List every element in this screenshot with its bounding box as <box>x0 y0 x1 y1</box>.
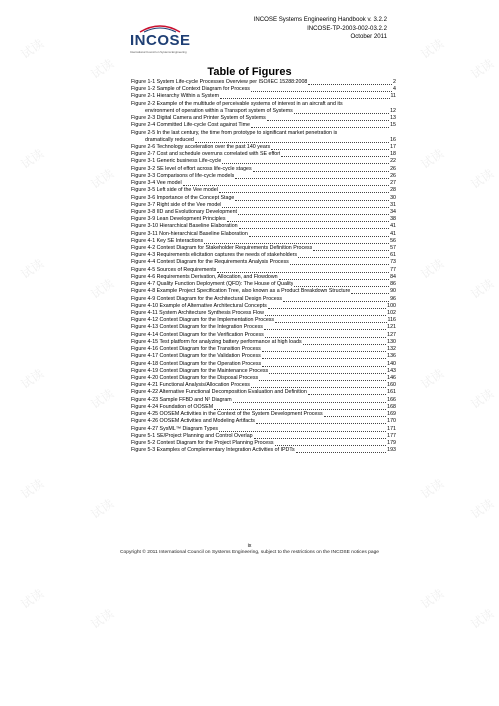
watermark-text: 试读 <box>418 586 447 612</box>
toc-entry[interactable] <box>131 238 396 245</box>
toc-entry[interactable] <box>131 137 396 144</box>
toc-entry-title: Figure 4-12 Context Diagram for the Implementation Process <box>131 317 275 324</box>
toc-entry-title: Figure 3-6 Importance of the Concept Stage <box>131 194 235 201</box>
toc-dot-leader <box>195 137 389 143</box>
toc-dot-leader <box>283 296 389 302</box>
table-of-figures <box>131 79 396 454</box>
toc-dot-leader <box>238 209 389 215</box>
watermark-text: 试读 <box>18 146 47 172</box>
document-header <box>254 16 387 42</box>
toc-entry-title: Figure 2-6 Technology acceleration over the past 140 years <box>131 143 271 150</box>
toc-dot-leader <box>269 368 386 374</box>
toc-entry[interactable] <box>131 173 396 180</box>
toc-entry-page: 100 <box>387 302 396 309</box>
logo-subtitle: International Council on Systems Engineering <box>130 50 187 54</box>
toc-entry-title: Figure 3-8 IID and Evolutionary Development <box>131 208 237 215</box>
watermark-text: 试读 <box>418 476 447 502</box>
toc-entry-page: 132 <box>387 346 396 353</box>
toc-entry[interactable] <box>131 281 396 288</box>
toc-dot-leader <box>222 202 389 208</box>
toc-entry-page: 15 <box>390 122 396 129</box>
toc-entry[interactable] <box>131 187 396 194</box>
toc-dot-leader <box>262 346 386 352</box>
toc-entry-title: Figure 4-26 OOSEM Activities and Modeling Artifacts <box>131 418 255 425</box>
toc-entry[interactable] <box>131 223 396 230</box>
toc-entry[interactable] <box>131 440 396 447</box>
toc-entry-page: 77 <box>390 266 396 273</box>
toc-entry[interactable] <box>131 259 396 266</box>
watermark-text: 试读 <box>468 56 497 82</box>
toc-dot-leader <box>267 115 389 121</box>
toc-entry[interactable] <box>131 144 396 151</box>
toc-dot-leader <box>227 216 390 222</box>
toc-dot-leader <box>265 310 386 316</box>
toc-entry-page: 116 <box>387 317 396 324</box>
watermark-text: 试读 <box>88 386 117 412</box>
toc-entry-page: 41 <box>390 230 396 237</box>
toc-entry-page: 26 <box>390 165 396 172</box>
toc-entry[interactable] <box>131 115 396 122</box>
toc-entry[interactable] <box>131 310 396 317</box>
toc-entry-page: 57 <box>390 245 396 252</box>
toc-dot-leader <box>259 375 386 381</box>
toc-entry[interactable] <box>131 93 396 100</box>
toc-entry-page: 11 <box>390 93 396 100</box>
toc-entry-page: 96 <box>390 295 396 302</box>
toc-entry-title: Figure 4-20 Context Diagram for the Disposal Process <box>131 374 259 381</box>
toc-entry-title: Figure 4-21 Functional Analysis/Allocation Process <box>131 382 250 389</box>
toc-entry-title: Figure 2-1 Hierarchy Within a System <box>131 93 220 100</box>
toc-entry-title: Figure 4-16 Context Diagram for the Transition Process <box>131 346 261 353</box>
toc-entry-title: Figure 4-3 Requirements elicitation captures the needs of stakeholders <box>131 252 298 259</box>
toc-entry-title: Figure 3-10 Hierarchical Baseline Elaboration <box>131 223 238 230</box>
toc-entry[interactable] <box>131 209 396 216</box>
toc-entry-page: 161 <box>387 389 396 396</box>
watermark-text: 试读 <box>468 386 497 412</box>
toc-entry-title: Figure 4-15 Test platform for analyzing battery performance at high loads <box>131 338 302 345</box>
watermark-text: 试读 <box>418 36 447 62</box>
toc-entry[interactable] <box>131 202 396 209</box>
page-number: ix <box>247 543 252 549</box>
toc-entry-title: Figure 3-1 Generic business Life-cycle <box>131 158 222 165</box>
toc-entry-page: 166 <box>387 396 396 403</box>
toc-entry[interactable] <box>131 346 396 353</box>
toc-entry[interactable] <box>131 375 396 382</box>
toc-dot-leader <box>290 259 389 265</box>
toc-entry-title: Figure 2-5 In the last century, the time from prototype to significant market penetration is <box>131 129 338 136</box>
toc-entry-title: Figure 2-3 Digital Camera and Printer System of Systems <box>131 115 266 122</box>
toc-entry[interactable] <box>131 426 396 433</box>
toc-entry-page: 160 <box>387 382 396 389</box>
toc-dot-leader <box>264 324 386 330</box>
toc-entry-page: 86 <box>390 281 396 288</box>
toc-dot-leader <box>251 122 389 128</box>
toc-entry[interactable] <box>131 404 396 411</box>
toc-entry[interactable] <box>131 389 396 396</box>
toc-entry-page: 177 <box>387 432 396 439</box>
toc-entry-page: 168 <box>387 403 396 410</box>
toc-entry-page: 130 <box>387 338 396 345</box>
toc-dot-leader <box>344 101 395 106</box>
toc-entry-page: 28 <box>390 187 396 194</box>
toc-dot-leader <box>251 382 386 388</box>
toc-entry-title: Figure 5-1 SE/Project Planning and Control Overlap <box>131 432 253 439</box>
toc-entry-title: Figure 4-11 System Architecture Synthesis Process Flow <box>131 310 264 316</box>
toc-entry[interactable] <box>131 166 396 173</box>
toc-entry[interactable] <box>131 397 396 404</box>
toc-entry-title: Figure 4-14 Context Diagram for the Verification Process <box>131 331 264 338</box>
toc-entry-title: Figure 4-23 Sample FFBD and N² Diagram <box>131 396 232 403</box>
toc-entry[interactable] <box>131 216 396 223</box>
watermark-text: 试读 <box>88 276 117 302</box>
toc-entry[interactable] <box>131 361 396 368</box>
watermark-text: 试读 <box>18 366 47 392</box>
toc-entry-page: 170 <box>387 418 396 425</box>
toc-entry-page: 121 <box>387 324 396 331</box>
logo-text: INCOSE <box>130 32 191 49</box>
toc-entry[interactable] <box>131 447 396 454</box>
toc-entry-page: 193 <box>387 447 396 454</box>
toc-dot-leader <box>294 108 389 114</box>
toc-entry-title: Figure 3-7 Right side of the Vee model <box>131 201 222 208</box>
watermark-text: 试读 <box>88 166 117 192</box>
toc-entry-page: 41 <box>390 223 396 230</box>
toc-entry[interactable] <box>131 288 396 295</box>
toc-entry-title: Figure 3-5 Left side of the Vee model <box>131 187 218 194</box>
toc-dot-leader <box>217 267 389 273</box>
toc-entry[interactable] <box>131 324 396 331</box>
toc-entry[interactable] <box>131 158 396 165</box>
toc-entry-title: dramatically reduced <box>145 136 194 143</box>
watermark-text: 试读 <box>468 606 497 632</box>
toc-entry-title: Figure 3-3 Comparisons of life-cycle models <box>131 172 235 179</box>
toc-entry-page: 169 <box>387 411 396 418</box>
watermark-text: 试读 <box>18 476 47 502</box>
toc-entry-page: 34 <box>390 208 396 215</box>
toc-entry-title: Figure 4-19 Context Diagram for the Maintenance Process <box>131 367 269 374</box>
toc-entry[interactable] <box>131 122 396 129</box>
toc-entry[interactable] <box>131 130 396 137</box>
toc-entry-page: 30 <box>390 194 396 201</box>
watermark-text: 试读 <box>18 256 47 282</box>
toc-entry-title: Figure 4-4 Context Diagram for the Requirements Analysis Process <box>131 259 289 266</box>
toc-entry-page: 38 <box>390 216 396 223</box>
toc-dot-leader <box>204 238 389 244</box>
toc-entry-title: Figure 4-18 Context Diagram for the Operation Process <box>131 360 262 367</box>
toc-entry-title: environment of operation within a Transport system of Systems <box>145 107 293 114</box>
toc-entry[interactable] <box>131 274 396 281</box>
toc-entry-page: 27 <box>390 180 396 187</box>
toc-entry-page: 26 <box>390 172 396 179</box>
toc-entry-page: 143 <box>387 367 396 374</box>
toc-entry[interactable] <box>131 368 396 375</box>
toc-entry[interactable] <box>131 433 396 440</box>
toc-entry[interactable] <box>131 418 396 425</box>
toc-entry-title: Figure 2-4 Committed Life-cycle Cost against Time <box>131 122 250 129</box>
toc-entry-page: 2 <box>393 79 396 85</box>
toc-dot-leader <box>313 245 389 251</box>
toc-dot-leader <box>268 303 386 309</box>
toc-entry-title: Figure 4-10 Example of Alternative Architectural Concepts <box>131 302 267 309</box>
toc-dot-leader <box>239 223 390 229</box>
toc-entry[interactable] <box>131 180 396 187</box>
toc-entry-title: Figure 3-2 SE level of effort across life-cycle stages <box>131 165 252 172</box>
page-title: Table of Figures <box>207 66 292 78</box>
toc-entry-title: Figure 3-4 Vee model <box>131 180 182 187</box>
toc-dot-leader <box>324 411 387 417</box>
watermark-text: 试读 <box>468 496 497 522</box>
toc-entry[interactable] <box>131 86 396 93</box>
toc-entry[interactable] <box>131 108 396 115</box>
toc-dot-leader <box>251 86 392 92</box>
toc-entry-page: 16 <box>390 136 396 143</box>
watermark-text: 试读 <box>88 496 117 522</box>
toc-entry[interactable] <box>131 231 396 238</box>
toc-dot-leader <box>235 173 389 179</box>
toc-entry-title: Figure 1-1 System Life-cycle Processes Overview per ISO/IEC 15288:2008 <box>131 79 308 85</box>
toc-entry-title: Figure 4-2 Context Diagram for Stakeholder Requirements Definition Process <box>131 245 313 252</box>
toc-entry-page: 4 <box>393 86 396 93</box>
toc-dot-leader <box>351 288 389 294</box>
watermark-text: 试读 <box>468 276 497 302</box>
toc-entry-title: Figure 4-27 SysML™ Diagram Types <box>131 425 219 432</box>
header-line-date: October 2011 <box>350 33 387 41</box>
toc-dot-leader <box>220 93 389 99</box>
toc-entry[interactable] <box>131 303 396 310</box>
toc-entry[interactable] <box>131 382 396 389</box>
toc-dot-leader <box>214 404 386 410</box>
toc-entry-page: 146 <box>387 374 396 381</box>
watermark-text: 试读 <box>418 366 447 392</box>
toc-dot-leader <box>303 339 386 345</box>
toc-entry-page: 56 <box>390 237 396 244</box>
toc-entry-title: Figure 4-7 Quality Function Deployment (QFD): The House of Quality <box>131 281 294 288</box>
watermark-text: 试读 <box>418 256 447 282</box>
toc-dot-leader <box>298 252 389 258</box>
toc-entry[interactable] <box>131 245 396 252</box>
toc-entry-page: 18 <box>390 151 396 158</box>
toc-entry-page: 136 <box>387 353 396 360</box>
toc-entry-title: Figure 4-22 Alternative Functional Decomposition Evaluation and Definition <box>131 389 307 396</box>
toc-entry[interactable] <box>131 79 396 86</box>
watermark-text: 试读 <box>88 606 117 632</box>
toc-entry[interactable] <box>131 411 396 418</box>
toc-entry-page: 140 <box>387 360 396 367</box>
toc-entry-title: Figure 1-2 Sample of Context Diagram for Process <box>131 86 250 93</box>
toc-entry-page: 102 <box>387 310 396 316</box>
header-line-handbook: INCOSE Systems Engineering Handbook v. 3.2.2 <box>253 16 387 23</box>
toc-dot-leader <box>296 447 386 453</box>
toc-dot-leader <box>183 180 389 186</box>
toc-entry-title: Figure 5-2 Context Diagram for the Project Planning Process <box>131 439 274 446</box>
toc-entry-title: Figure 4-9 Context Diagram for the Architectural Design Process <box>131 295 283 302</box>
toc-entry-page: 73 <box>390 259 396 266</box>
toc-entry-page: 179 <box>387 439 396 446</box>
toc-entry-page: 17 <box>390 143 396 150</box>
toc-dot-leader <box>219 187 389 193</box>
toc-entry-page: 13 <box>390 115 396 122</box>
toc-entry-title: Figure 2-7 Cost and schedule overruns correlated with SE effort <box>131 151 281 158</box>
toc-entry-title: Figure 4-13 Context Diagram for the Integration Process <box>131 324 263 331</box>
toc-entry-title: Figure 4-24 Foundation of OOSEM <box>131 403 214 410</box>
toc-dot-leader <box>253 166 389 172</box>
toc-dot-leader <box>222 158 389 164</box>
watermark-text: 试读 <box>88 56 117 82</box>
toc-entry[interactable] <box>131 332 396 339</box>
toc-entry-page: 171 <box>387 425 396 432</box>
toc-entry-title: Figure 4-17 Context Diagram for the Validation Process <box>131 353 261 360</box>
toc-dot-leader <box>254 433 387 439</box>
watermark-text: 试读 <box>418 146 447 172</box>
toc-entry-page: 84 <box>390 273 396 280</box>
toc-entry-title: Figure 4-5 Sources of Requirements <box>131 266 217 273</box>
toc-dot-leader <box>308 79 392 85</box>
toc-entry-title: Figure 4-1 Key SE Interactions <box>131 237 204 244</box>
toc-dot-leader <box>279 274 389 280</box>
toc-entry[interactable] <box>131 353 396 360</box>
toc-dot-leader <box>249 231 389 237</box>
toc-entry-title: Figure 4-25 OOSEM Activities in the Context of the System Development Process <box>131 411 323 418</box>
toc-entry-title: Figure 5-3 Examples of Complementary Integration Activities of IPDTs <box>131 447 295 454</box>
toc-entry-page: 90 <box>390 288 396 295</box>
toc-entry[interactable] <box>131 151 396 158</box>
toc-entry[interactable] <box>131 101 396 108</box>
toc-entry[interactable] <box>131 296 396 303</box>
watermark-text: 试读 <box>468 166 497 192</box>
toc-entry[interactable] <box>131 195 396 202</box>
toc-entry-title: Figure 4-8 Example Project Specification Tree, also known as a Product Breakdown Structure <box>131 288 351 295</box>
toc-entry-page: 127 <box>387 331 396 338</box>
toc-dot-leader <box>233 397 386 403</box>
toc-entry[interactable] <box>131 339 396 346</box>
toc-entry[interactable] <box>131 317 396 324</box>
toc-entry-page: 31 <box>390 201 396 208</box>
toc-dot-leader <box>308 389 386 395</box>
toc-dot-leader <box>271 144 389 150</box>
toc-dot-leader <box>219 426 386 432</box>
toc-entry-page: 61 <box>390 252 396 259</box>
toc-entry[interactable] <box>131 267 396 274</box>
toc-dot-leader <box>281 151 389 157</box>
toc-entry[interactable] <box>131 252 396 259</box>
toc-dot-leader <box>338 130 395 135</box>
toc-entry-title: Figure 4-6 Requirements Derivation, Allocation, and Flowdown <box>131 273 278 280</box>
toc-entry-title: Figure 2-2 Example of the multitude of perceivable systems of interest in an aircraft and its <box>131 100 343 107</box>
toc-entry-title: Figure 3-9 Lean Development Principles <box>131 216 226 223</box>
toc-dot-leader <box>275 317 386 323</box>
toc-entry-page: 12 <box>390 107 396 114</box>
toc-entry-title: Figure 3-11 Non-hierarchical Baseline Elaboration <box>131 230 248 237</box>
watermark-text: 试读 <box>18 36 47 62</box>
toc-dot-leader <box>262 361 386 367</box>
copyright-notice: Copyright © 2011 International Council on Systems Engineering, subject to the restrictions on the INCOSE notices page <box>119 550 380 555</box>
toc-entry-page: 22 <box>390 158 396 165</box>
toc-dot-leader <box>294 281 389 287</box>
toc-dot-leader <box>275 440 387 446</box>
toc-dot-leader <box>256 418 386 424</box>
toc-dot-leader <box>265 332 386 338</box>
toc-dot-leader <box>262 353 386 359</box>
header-line-doc-id: INCOSE-TP-2003-002-03.2.2 <box>307 24 387 32</box>
watermark-text: 试读 <box>18 586 47 612</box>
toc-dot-leader <box>235 195 389 201</box>
